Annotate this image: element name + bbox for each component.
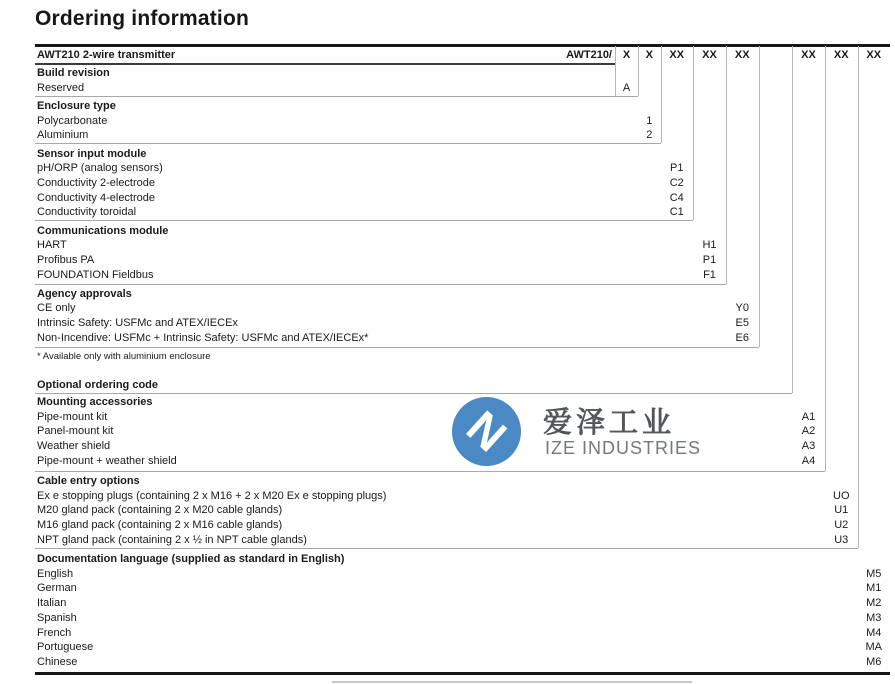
column-divider-line xyxy=(693,46,694,220)
option-code: E5 xyxy=(735,316,749,329)
next-section-edge-line xyxy=(332,681,692,683)
option-label: Aluminium xyxy=(37,129,89,142)
column-divider-line xyxy=(661,46,662,143)
option-code: C1 xyxy=(669,206,684,219)
option-label: Panel-mount kit xyxy=(37,425,114,438)
code-column-header: XX xyxy=(734,49,750,61)
section-divider-line xyxy=(35,96,638,97)
section-divider-line xyxy=(35,347,759,348)
ize-logo-letter: N xyxy=(457,400,517,462)
section-title: Mounting accessories xyxy=(37,396,153,408)
option-label: Chinese xyxy=(37,655,78,668)
option-label: Non-Incendive: USFMc + Intrinsic Safety: USFMc and ATEX/IECEx* xyxy=(37,331,369,344)
option-code: A1 xyxy=(801,410,816,423)
code-column-header xyxy=(759,48,793,63)
code-column-header: X xyxy=(622,49,631,61)
option-label: CE only xyxy=(37,302,76,315)
option-label: Pipe-mount kit xyxy=(37,410,108,423)
option-code: P1 xyxy=(670,162,684,175)
option-label: FOUNDATION Fieldbus xyxy=(37,268,154,281)
option-label: NPT gland pack (containing 2 x ½ in NPT cable glands) xyxy=(37,533,307,546)
code-column-header: XX xyxy=(833,49,849,61)
option-code: U1 xyxy=(834,504,849,517)
section-divider-line xyxy=(35,284,726,285)
option-label: Weather shield xyxy=(37,440,111,453)
option-code: C2 xyxy=(669,176,684,189)
option-label: M16 gland pack (containing 2 x M16 cable glands) xyxy=(37,519,283,532)
option-code: A4 xyxy=(801,454,816,467)
option-label: Intrinsic Safety: USFMc and ATEX/IECEx xyxy=(37,316,238,329)
option-code: M6 xyxy=(866,655,882,668)
option-label: Ex e stopping plugs (containing 2 x M16 + 2 x M20 Ex e stopping plugs) xyxy=(37,489,387,502)
page-title: Ordering information xyxy=(35,7,249,30)
code-column-header: XX xyxy=(801,49,816,61)
code-column-header: X xyxy=(645,49,653,61)
watermark-chinese-text: 爱泽工业 xyxy=(543,407,676,439)
code-prefix: AWT210/ xyxy=(566,49,612,61)
option-code: E6 xyxy=(735,331,749,344)
option-label: Spanish xyxy=(37,611,77,624)
footnote: * Available only with aluminium enclosure xyxy=(37,351,211,362)
option-code: M5 xyxy=(866,567,882,580)
column-divider-line xyxy=(792,46,793,393)
option-label: Profibus PA xyxy=(37,253,95,266)
option-label: pH/ORP (analog sensors) xyxy=(37,162,163,175)
section-title: Agency approvals xyxy=(37,287,132,300)
option-code: F1 xyxy=(703,268,716,281)
section-title: Communications module xyxy=(37,224,169,237)
column-divider-line xyxy=(858,46,859,548)
table-top-rule xyxy=(35,44,890,47)
option-label: German xyxy=(37,582,77,595)
option-label: Polycarbonate xyxy=(37,114,108,127)
option-code: M2 xyxy=(866,597,882,610)
option-label: Portuguese xyxy=(37,641,94,654)
header-underline xyxy=(35,63,616,65)
option-label: Conductivity 2-electrode xyxy=(37,176,156,189)
optional-ordering-code-header: Optional ordering code xyxy=(37,379,159,391)
section-title: Enclosure type xyxy=(37,100,116,112)
option-label: Conductivity 4-electrode xyxy=(37,191,156,204)
option-code: C4 xyxy=(669,191,684,204)
column-divider-line xyxy=(726,46,727,284)
table-bottom-rule xyxy=(35,672,890,675)
column-divider-line xyxy=(825,46,826,471)
option-code: UO xyxy=(833,489,850,502)
column-divider-line xyxy=(638,46,639,96)
section-title: Sensor input module xyxy=(37,147,147,160)
code-column-header: XX xyxy=(669,49,685,61)
ize-logo-icon xyxy=(452,397,521,466)
section-title: Cable entry options xyxy=(37,475,140,487)
section-divider-line xyxy=(35,220,693,221)
option-code: A2 xyxy=(801,425,816,438)
option-code: U2 xyxy=(834,519,849,532)
section-title: Build revision xyxy=(37,67,110,79)
option-code: MA xyxy=(865,641,882,654)
section-divider-line xyxy=(35,143,661,144)
option-code: A3 xyxy=(801,440,816,453)
option-code: M3 xyxy=(866,611,882,624)
option-code: M4 xyxy=(866,626,882,639)
code-column-header: XX xyxy=(702,49,717,61)
option-code: 1 xyxy=(646,114,653,127)
section-title: Documentation language (supplied as standard in English) xyxy=(37,553,345,565)
option-label: Conductivity toroidal xyxy=(37,206,137,219)
column-divider-line xyxy=(759,46,760,347)
option-label: French xyxy=(37,626,72,639)
option-code: P1 xyxy=(702,253,717,266)
option-code: A xyxy=(622,81,631,94)
option-label: Reserved xyxy=(37,81,85,94)
option-label: HART xyxy=(37,239,67,252)
option-label: English xyxy=(37,567,74,580)
option-code: U3 xyxy=(834,533,849,546)
option-label: Pipe-mount + weather shield xyxy=(37,454,177,467)
option-code: H1 xyxy=(702,239,717,252)
watermark-latin-text: IZE INDUSTRIES xyxy=(545,438,702,458)
code-column-header: XX xyxy=(866,49,882,61)
option-code: Y0 xyxy=(735,302,749,315)
product-header: AWT210 2-wire transmitter xyxy=(37,49,176,61)
option-code: 2 xyxy=(646,129,653,142)
section-divider-line xyxy=(35,548,858,549)
option-code: M1 xyxy=(866,582,882,595)
option-label: M20 gland pack (containing 2 x M20 cable glands) xyxy=(37,504,283,517)
option-label: Italian xyxy=(37,597,67,610)
section-divider-line xyxy=(35,471,825,472)
